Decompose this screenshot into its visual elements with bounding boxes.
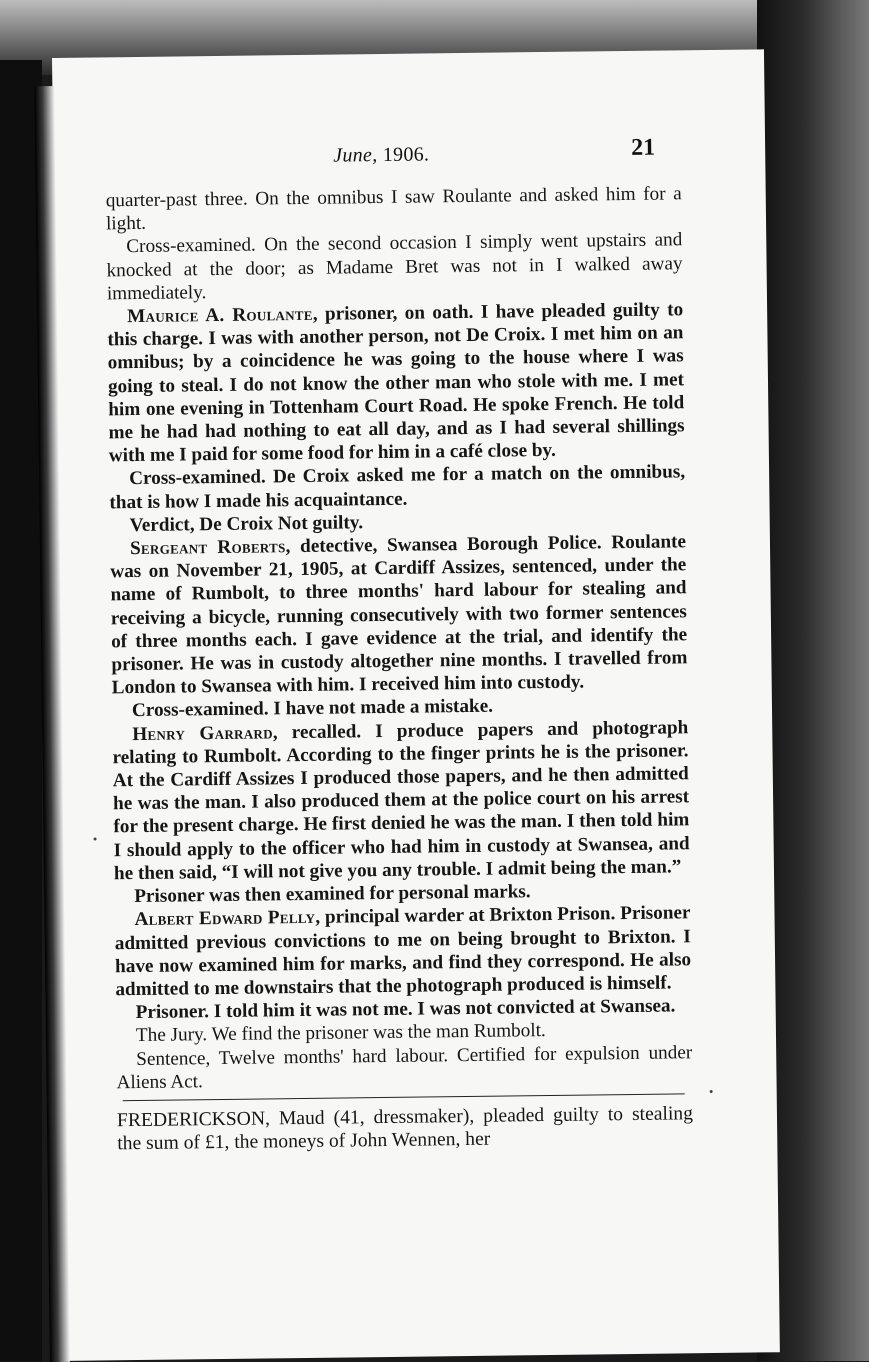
paragraph: Cross-examined. De Croix asked me for a match on the omnibus, that is how I made his acquaintance. (109, 461, 686, 513)
paragraph: Cross-examined. I have not made a mistake. (131, 696, 494, 722)
paragraph: Henry Garrard, recalled. I produce papers and photograph relating to Rumbolt. According to the finger prints he is the prisoner. At the Cardiff Assizes I produced those papers, and he then admitted he was the man. I also produced them at the police court on his arrest for the present charge. He first denied he was the man. I then told him I should apply to the officer who had him in custody at Swansea, and he then said, “I will not give you any trouble. I admit being the man.” (112, 716, 690, 885)
body-text (106, 182, 694, 1155)
defendant-name: FREDERICKSON (116, 1108, 266, 1132)
running-head-year: 1906. (382, 143, 430, 166)
scan-speck (94, 838, 97, 841)
sentence: Sentence, Twelve months' hard labour. Certified for expulsion under Aliens Act. (116, 1041, 693, 1094)
book-page (52, 49, 780, 1361)
running-head (333, 143, 429, 167)
paragraph: Maurice A. Roulante, prisoner, on oath. I have pleaded guilty to this charge. I was with another person, not De Croix. I met him on an omnibus; by a coincidence he was going to the house where I was going to steal. I do not know the other man who stole with me. I met him one evening in Tottenham Court Road. He spoke French. He told me he had had nothing to eat all day, and as I had several shillings with me I paid for some food for him in a café close by. (107, 299, 685, 467)
next-case-heading: FREDERICKSON, Maud (41, dressmaker), pleaded guilty to stealing the sum of £1, the moneys of John Wennen, her (116, 1103, 694, 1155)
paragraph: The Jury. We find the prisoner was the man Rumbolt. (135, 1020, 546, 1047)
paragraph: Albert Edward Pelly, principal warder at Brixton Prison. Prisoner admitted previous convictions to me on being brought to Brixton. I have now examined him for marks, and find they correspond. He also admitted to me downstairs that the photograph produced is himself. (114, 902, 692, 1001)
witness-name: Henry Garrard (132, 722, 273, 745)
case-divider-rule (123, 1093, 685, 1101)
verdict: Verdict, De Croix Not guilty. (129, 512, 364, 536)
running-head-month: June, (333, 144, 378, 167)
paragraph: quarter-past three. On the omnibus I saw Roulante and asked him for a light. (105, 183, 682, 235)
paragraph: Sergeant Roberts, detective, Swansea Borough Police. Roulante was on November 21, 1905, at Cardiff Assizes, sentenced, under the name of Rumbolt, to three months' hard labour for stealing and receiving a bicycle, running consecutively with two former sentences of three months each. I gave evidence at the trial, and identify the prisoner. He was in custody altogether nine months. I travelled from London to Swansea with him. I received him into custody. (110, 531, 688, 699)
page-header (53, 134, 765, 182)
paragraph: Prisoner. I told him it was not me. I was not convicted at Swansea. (135, 995, 676, 1024)
paragraph: Cross-examined. On the second occasion I simply went upstairs and knocked at the door; as Madame Bret was not in I walked away immediately. (106, 229, 683, 305)
scan-speck (710, 1090, 713, 1093)
paragraph: Prisoner was then examined for personal marks. (134, 881, 531, 908)
witness-name: Albert Edward Pelly (134, 907, 316, 931)
witness-name: Maurice A. Roulante (127, 303, 313, 328)
witness-name: Sergeant Roberts (129, 536, 286, 560)
page-number: 21 (630, 134, 656, 161)
